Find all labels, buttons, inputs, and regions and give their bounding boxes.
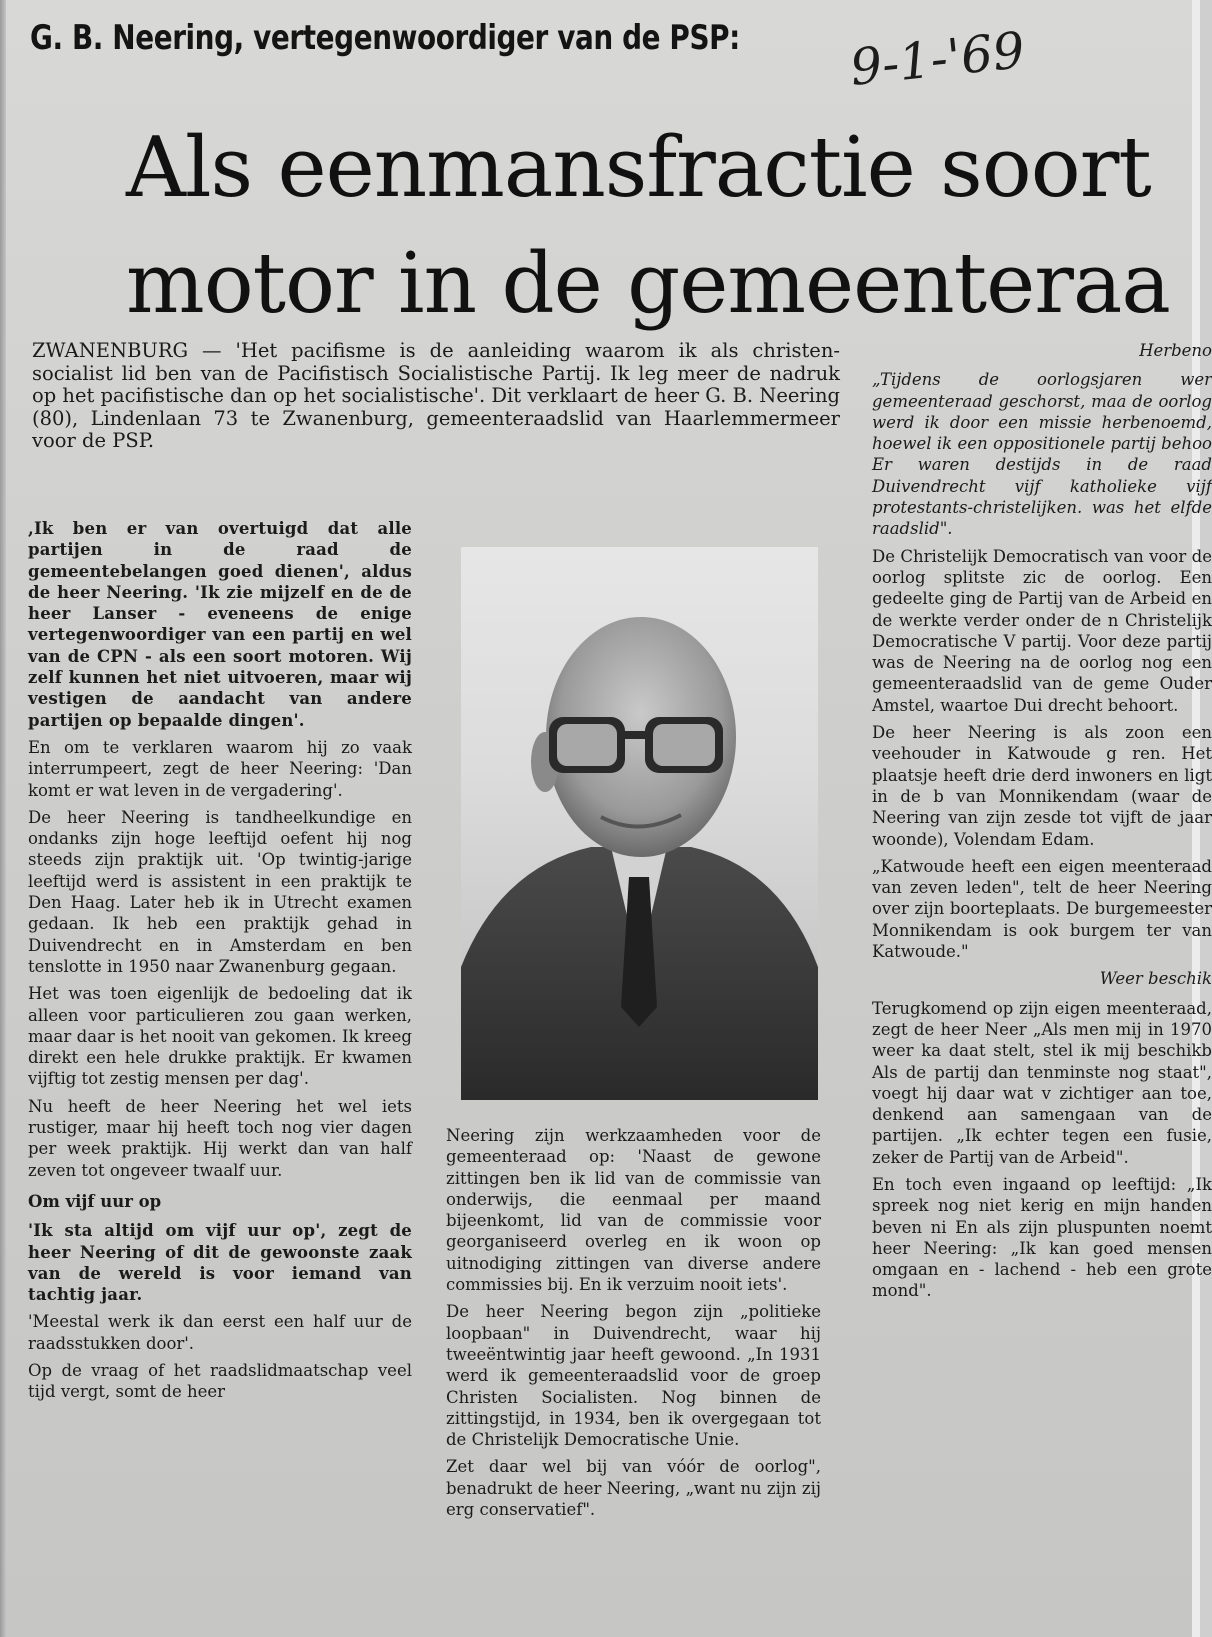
column-3	[872, 340, 1212, 1308]
col3-paragraph: Terugkomend op zijn eigen meenteraad, zegt de heer Neer „Als men mij in 1970 weer ka daat stelt, stel ik mij beschikb Als de partij dan tenminste nog staat", voegt hij daar wat v zichtiger aan toe, denkend aan samengaan van de partijen. „Ik echter tegen een fusie, zeker de Partij van de Arbeid".	[872, 998, 1212, 1167]
portrait-photo	[461, 547, 818, 1100]
col1-paragraph: De heer Neering is tandheelkundige en ondanks zijn hoge leeftijd oefent hij nog steeds zijn praktijk uit. 'Op twintig-jarige leeftijd werd is assistent in een praktijk te Den Haag. Later heb ik in Utrecht examen gedaan. Ik heb een praktijk gehad in Duivendrecht en in Amsterdam en ben tenslotte in 1950 naar Zwanenburg gegaan.	[28, 807, 412, 976]
column-2	[446, 1125, 821, 1526]
col2-paragraph: Zet daar wel bij van vóór de oorlog", benadrukt de heer Neering, „want nu zijn zij erg conservatief".	[446, 1457, 821, 1520]
col1-paragraph: Nu heeft de heer Neering het wel iets rustiger, maar hij heeft toch nog vier dagen per week praktijk. Hij werkt dan van half zeven tot ongeveer twaalf uur.	[28, 1096, 412, 1180]
headline-line-1: Als eenmansfractie soort	[126, 119, 1151, 216]
col1-paragraph: En om te verklaren waarom hij zo vaak interrumpeert, zegt de heer Neering: 'Dan komt er wat leven in de vergadering'.	[28, 737, 412, 800]
portrait-illustration	[461, 547, 818, 1100]
col3-subhead: Herbeno	[1139, 341, 1212, 360]
headline-line-2: motor in de gemeenteraa	[126, 235, 1170, 332]
kicker: G. B. Neering, vertegenwoordiger van de PSP:	[30, 18, 740, 58]
handwritten-date: 9-1-'69	[847, 21, 1028, 97]
col1-paragraph: Het was toen eigenlijk de bedoeling dat ik alleen voor particulieren zou gaan werken, maar daar is het nooit van gekomen. Ik kreeg direkt een hele drukke praktijk. Er kwamen vijftig tot zestig mensen per dag'.	[28, 984, 412, 1089]
col3-paragraph: „Katwoude heeft een eigen meenteraad van zeven leden", telt de heer Neering over zijn boorteplaats. De burgemeester Monnikendam is ook burgem ter van Katwoude."	[872, 856, 1212, 962]
col1-subhead: Om vijf uur op	[28, 1191, 162, 1211]
col1-paragraph: Op de vraag of het raadslidmaatschap veel tijd vergt, somt de heer	[28, 1360, 412, 1402]
col1-bold-paragraph: 'Ik sta altijd om vijf uur op', zegt de heer Neering of dit de gewoonste zaak van de wereld is voor iemand van tachtig jaar.	[28, 1221, 412, 1305]
headline	[126, 110, 1206, 342]
column-1	[28, 518, 412, 1409]
col1-bold-intro: ,Ik ben er van overtuigd dat alle partijen in de raad de gemeentebelangen goed dienen', aldus de heer Neering. 'Ik zie mijzelf en de de heer Lanser - eveneens de enige vertegenwoordiger van een partij en wel van de CPN - als een soort motoren. Wij zelf kunnen het niet uitvoeren, maar wij vestigen de aandacht van andere partijen op bepaalde dingen'.	[28, 519, 412, 730]
col3-paragraph: De heer Neering is als zoon een veehouder in Katwoude g ren. Het plaatsje heeft drie derd inwoners en ligt in de b van Monnikendam (waar de Neering van zijn zesde tot vijft de jaar woonde), Volendam Edam.	[872, 723, 1212, 849]
lead-paragraph: ZWANENBURG — 'Het pacifisme is de aanleiding waarom ik als christen-socialist lid ben van de Pacifistisch Socialistische Partij. Ik leg meer de nadruk op het pacifistische dan op het socialistische'. Dit verklaart de heer G. B. Neering (80), Lindenlaan 73 te Zwanenburg, gemeenteraadslid van Haarlemmermeer voor de PSP.	[32, 339, 840, 452]
col2-paragraph: De heer Neering begon zijn „politieke loopbaan" in Duivendrecht, waar hij tweeëntwintig jaar heeft gewoond. „In 1931 werd ik gemeenteraadslid voor de groep Christen Socialisten. Nog binnen de zittingstijd, in 1934, ben ik overgegaan tot de Christelijk Democratische Unie.	[446, 1302, 821, 1450]
col1-paragraph: 'Meestal werk ik dan eerst een half uur de raadsstukken door'.	[28, 1312, 412, 1353]
col3-subhead: Weer beschik	[1099, 969, 1212, 989]
col3-italic-quote: „Tijdens de oorlogsjaren wer gemeenteraad geschorst, maa de oorlog werd ik door een missie herbenoemd, hoewel ik een oppositionele partij behoo Er waren destijds in de raad Duivendrecht vijf katholieke vijf protestants-christelijken. was het elfde raadslid".	[872, 370, 1212, 539]
col3-paragraph: En toch even ingaand op leeftijd: „Ik spreek nog niet kerig en mijn handen beven ni En als zijn pluspunten noemt heer Neering: „Ik kan goed mensen omgaan en - lachend - heb een grote mond".	[872, 1174, 1212, 1301]
col3-paragraph: De Christelijk Democratisch van voor de oorlog splitste zic de oorlog. Een gedeelte ging de Partij van de Arbeid en de werkte verder onder de n Christelijk Democratische V partij. Voor deze partij was de Neering na de oorlog nog een gemeenteraadslid van de geme Ouder Amstel, waartoe Dui drecht behoort.	[872, 546, 1212, 715]
col2-paragraph: Neering zijn werkzaamheden voor de gemeenteraad op: 'Naast de gewone zittingen ben ik lid van de commissie van onderwijs, die eenmaal per maand bijeenkomt, lid van de commissie voor georganiseerd overleg en ik woon op uitnodiging zittingen van diverse andere commissies bij. En ik verzuim nooit iets'.	[446, 1126, 821, 1295]
left-page-edge	[0, 0, 6, 1637]
